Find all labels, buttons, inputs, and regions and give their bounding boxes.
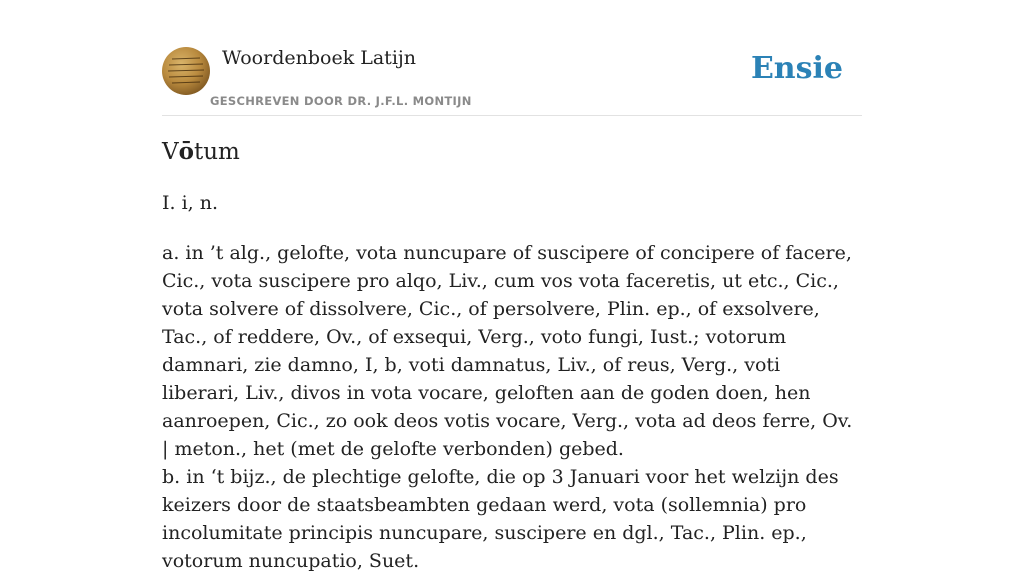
book-cover-avatar[interactable] (162, 47, 210, 95)
entry-title (162, 138, 240, 165)
inscription-icon (162, 47, 210, 95)
page (162, 0, 862, 572)
header (162, 0, 862, 116)
entry-title-long-vowel: ō (178, 138, 194, 165)
ensie-logo[interactable]: Ensie (750, 51, 843, 86)
book-title[interactable]: Woordenboek Latijn (222, 47, 417, 69)
author-byline: GESCHREVEN DOOR DR. J.F.L. MONTIJN (210, 94, 472, 108)
entry-title-end: tum (193, 139, 240, 165)
definition-paragraph-a: a. in ’t alg., gelofte, vota nuncupare of suscipere of concipere of facere, Cic., vota suscipere pro alqo, Liv., cum vos vota faceretis, ut etc., Cic., vota solvere of dissolvere, Cic., of persolvere, Plin. ep., of exsolvere, Tac., of reddere, Ov., of exsequi, Verg., voto fungi, Iust.; votorum damnari, zie damno, I, b, voti damnatus, Liv., of reus, Verg., voti liberari, Liv., divos in vota vocare, geloften aan de goden doen, hen aanroepen, Cic., zo ook deos votis vocare, Verg., vota ad deos ferre, Ov. | meton., het (met de gelofte verbonden) gebed. (162, 242, 853, 460)
entry-title-start: V (162, 139, 179, 165)
grammar-sense: I. i, n. (162, 192, 219, 214)
definition-text (162, 239, 862, 575)
definition-paragraph-b: b. in ‘t bijz., de plechtige gelofte, die op 3 Januari voor het welzijn des keizers door de staatsbeambten gedaan werd, vota (sollemnia) pro incolumitate principis nuncupare, suscipere en dgl., Tac., Plin. ep., votorum nuncupatio, Suet. (162, 466, 839, 572)
